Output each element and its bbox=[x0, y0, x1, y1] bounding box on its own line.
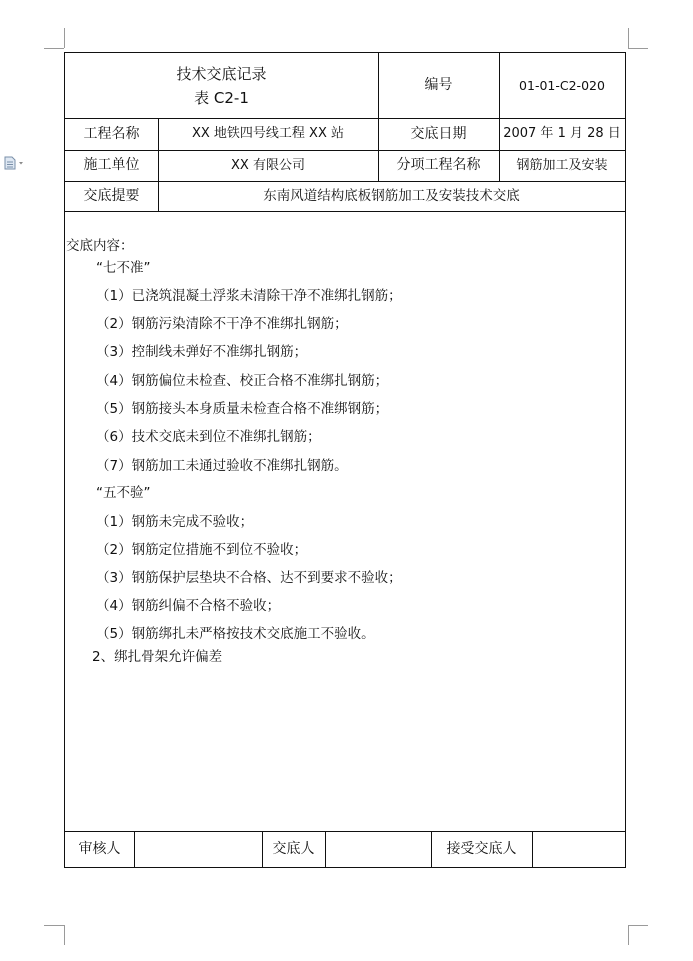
content-heading: 交底内容： bbox=[66, 238, 134, 254]
crop-mark-bl-v bbox=[64, 925, 65, 945]
list-item: （7）钢筋加工未通过验收不准绑扎钢筋。 bbox=[96, 458, 348, 474]
crop-mark-tl-h bbox=[44, 48, 64, 49]
list-item: （5）钢筋绑扎未严格按技术交底施工不验收。 bbox=[96, 626, 375, 642]
list-item: （3）控制线未弹好不准绑扎钢筋； bbox=[96, 344, 308, 360]
number-label: 编号 bbox=[424, 77, 453, 94]
number-value: 01-01-C2-020 bbox=[519, 78, 605, 93]
crop-mark-tl-v bbox=[64, 28, 65, 48]
summary-value: 东南风道结构底板钢筋加工及安装技术交底 bbox=[263, 187, 520, 204]
list-item: （5）钢筋接头本身质量未检查合格不准绑钢筋； bbox=[96, 401, 389, 417]
crop-mark-br-h bbox=[628, 925, 648, 926]
reviewer-signature-field[interactable] bbox=[134, 831, 262, 868]
list-item: （3）钢筋保护层垫块不合格、达不到要求不验收； bbox=[96, 570, 402, 586]
project-name-value: XX 地铁四号线工程 XX 站 bbox=[191, 126, 345, 142]
row-divider bbox=[65, 211, 625, 212]
subproject-value: 钢筋加工及安装 bbox=[516, 157, 608, 173]
subproject-label: 分项工程名称 bbox=[396, 157, 481, 174]
discloser-label: 交底人 bbox=[272, 841, 315, 858]
unit-label: 施工单位 bbox=[83, 157, 140, 174]
date-label: 交底日期 bbox=[410, 125, 467, 142]
crop-mark-br-v bbox=[628, 925, 629, 945]
title-cell bbox=[65, 53, 378, 118]
receiver-label: 接受交底人 bbox=[446, 841, 517, 858]
list-item: （4）钢筋纠偏不合格不验收； bbox=[96, 598, 281, 614]
summary-label: 交底提要 bbox=[83, 187, 140, 204]
crop-mark-tr-h bbox=[628, 48, 648, 49]
document-icon[interactable] bbox=[4, 156, 26, 170]
section2-title: “五不验” bbox=[96, 485, 151, 501]
section3-title: 2、绑扎骨架允许偏差 bbox=[92, 649, 223, 665]
disclosure-record-table bbox=[64, 52, 626, 868]
list-item: （1）已浇筑混凝土浮浆未清除干净不准绑扎钢筋； bbox=[96, 288, 402, 304]
list-item: （2）钢筋定位措施不到位不验收； bbox=[96, 542, 308, 558]
document-title: 技术交底记录 bbox=[176, 64, 267, 83]
reviewer-label: 审核人 bbox=[78, 841, 121, 858]
section1-title: “七不准” bbox=[96, 260, 151, 276]
form-code: 表 C2-1 bbox=[194, 88, 249, 107]
crop-mark-bl-h bbox=[44, 925, 64, 926]
project-name-label: 工程名称 bbox=[83, 125, 140, 142]
discloser-signature-field[interactable] bbox=[325, 831, 431, 868]
crop-mark-tr-v bbox=[628, 28, 629, 48]
list-item: （6）技术交底未到位不准绑扎钢筋； bbox=[96, 429, 321, 445]
unit-value: XX 有限公司 bbox=[231, 157, 305, 173]
list-item: （2）钢筋污染清除不干净不准绑扎钢筋； bbox=[96, 316, 348, 332]
list-item: （1）钢筋未完成不验收； bbox=[96, 514, 254, 530]
receiver-signature-field[interactable] bbox=[532, 831, 625, 868]
list-item: （4）钢筋偏位未检查、校正合格不准绑扎钢筋； bbox=[96, 373, 389, 389]
date-value: 2007 年 1 月 28 日 bbox=[503, 126, 621, 142]
